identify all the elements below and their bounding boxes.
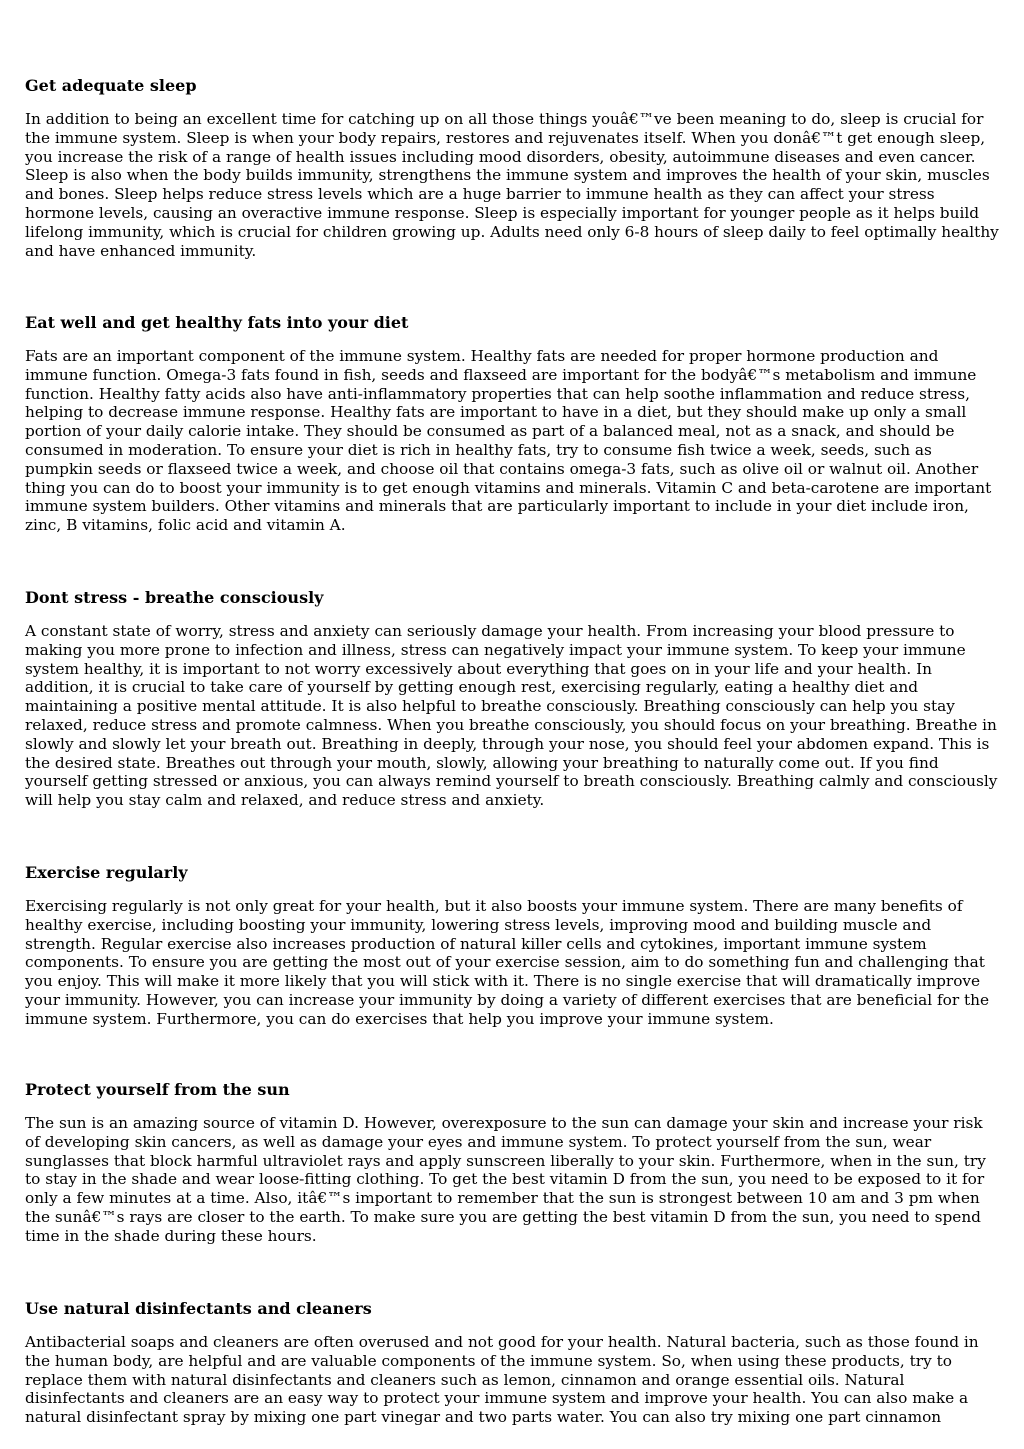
section-disinfectants xyxy=(25,1299,1001,1427)
section-body: Exercising regularly is not only great for your health, but it also boosts your immune system. There are many benefits of healthy exercise, including boosting your immunity, lowering stress levels, improving mood and building muscle and strength. Regular exercise also increases production of natural killer cells and cytokines, important immune system components. To ensure you are getting the most out of your exercise session, aim to do something fun and challenging that you enjoy. This will make it more likely that you will stick with it. There is no single exercise that will dramatically improve your immunity. However, you can increase your immunity by doing a variety of different exercises that are beneficial for the immune system. Furthermore, you can do exercises that help you improve your immune system. xyxy=(25,897,990,1028)
section-body: Antibacterial soaps and cleaners are often overused and not good for your health. Natural bacteria, such as those found in the human body, are helpful and are valuable components of the immune system. So, when using these products, try to replace them with natural disinfectants and cleaners such as lemon, cinnamon and orange essential oils. Natural disinfectants and cleaners are an easy way to protect your immune system and improve your health. You can also make a natural disinfectant spray by mixing one part vinegar and two parts water. You can also try mixing one part cinnamon xyxy=(25,1333,979,1427)
section-heading: Eat well and get healthy fats into your diet xyxy=(25,313,409,332)
section-sun xyxy=(25,1080,1001,1246)
section-heading: Exercise regularly xyxy=(25,863,188,882)
section-heading: Protect yourself from the sun xyxy=(25,1080,290,1099)
section-exercise xyxy=(25,863,1001,1029)
section-heading: Use natural disinfectants and cleaners xyxy=(25,1299,372,1318)
section-heading: Dont stress - breathe consciously xyxy=(25,588,324,607)
section-body: Fats are an important component of the immune system. Healthy fats are needed for proper hormone production and immune function. Omega-3 fats found in fish, seeds and flaxseed are important for the bodyâ€™s metabolism and immune function. Healthy fatty acids also have anti-inflammatory properties that can help soothe inflammation and reduce stress, helping to decrease immune response. Healthy fats are important to have in a diet, but they should make up only a small portion of your daily calorie intake. They should be consumed as part of a balanced meal, not as a snack, and should be consumed in moderation. To ensure your diet is rich in healthy fats, try to consume fish twice a week, seeds, such as pumpkin seeds or flaxseed twice a week, and choose oil that contains omega-3 fats, such as olive oil or walnut oil. Another thing you can do to boost your immunity is to get enough vitamins and minerals. Vitamin C and beta-carotene are important immune system builders. Other vitamins and minerals that are particularly important to include in your diet include iron, zinc, B vitamins, folic acid and vitamin A. xyxy=(25,347,992,535)
section-stress xyxy=(25,588,1001,810)
section-healthy-fats xyxy=(25,313,1001,535)
section-body: The sun is an amazing source of vitamin D. However, overexposure to the sun can damage your skin and increase your risk of developing skin cancers, as well as damage your eyes and immune system. To protect yourself from the sun, wear sunglasses that block harmful ultraviolet rays and apply sunscreen liberally to your skin. Furthermore, when in the sun, try to stay in the shade and wear loose-fitting clothing. To get the best vitamin D from the sun, you need to be exposed to it for only a few minutes at a time. Also, itâ€™s important to remember that the sun is strongest between 10 am and 3 pm when the sunâ€™s rays are closer to the earth. To make sure you are getting the best vitamin D from the sun, you need to spend time in the shade during these hours. xyxy=(25,1114,986,1245)
section-body: A constant state of worry, stress and anxiety can seriously damage your health. From increasing your blood pressure to making you more prone to infection and illness, stress can negatively impact your immune system. To keep your immune system healthy, it is important to not worry excessively about everything that goes on in your life and your health. In addition, it is crucial to take care of yourself by getting enough rest, exercising regularly, eating a healthy diet and maintaining a positive mental attitude. It is also helpful to breathe consciously. Breathing consciously can help you stay relaxed, reduce stress and promote calmness. When you breathe consciously, you should focus on your breathing. Breathe in slowly and slowly let your breath out. Breathing in deeply, through your nose, you should feel your abdomen expand. This is the desired state. Breathes out through your mouth, slowly, allowing your breathing to naturally come out. If you find yourself getting stressed or anxious, you can always remind yourself to breath consciously. Breathing calmly and consciously will help you stay calm and relaxed, and reduce stress and anxiety. xyxy=(25,622,998,810)
section-body: In addition to being an excellent time for catching up on all those things youâ€™ve been meaning to do, sleep is crucial for the immune system. Sleep is when your body repairs, restores and rejuvenates itself. When you donâ€™t get enough sleep, you increase the risk of a range of health issues including mood disorders, obesity, autoimmune diseases and even cancer. Sleep is also when the body builds immunity, strengthens the immune system and improves the health of your skin, muscles and bones. Sleep helps reduce stress levels which are a huge barrier to immune health as they can affect your stress hormone levels, causing an overactive immune response. Sleep is especially important for younger people as it helps build lifelong immunity, which is crucial for children growing up. Adults need only 6-8 hours of sleep daily to feel optimally healthy and have enhanced immunity. xyxy=(25,110,999,260)
section-heading: Get adequate sleep xyxy=(25,76,197,95)
section-sleep xyxy=(25,76,1001,260)
